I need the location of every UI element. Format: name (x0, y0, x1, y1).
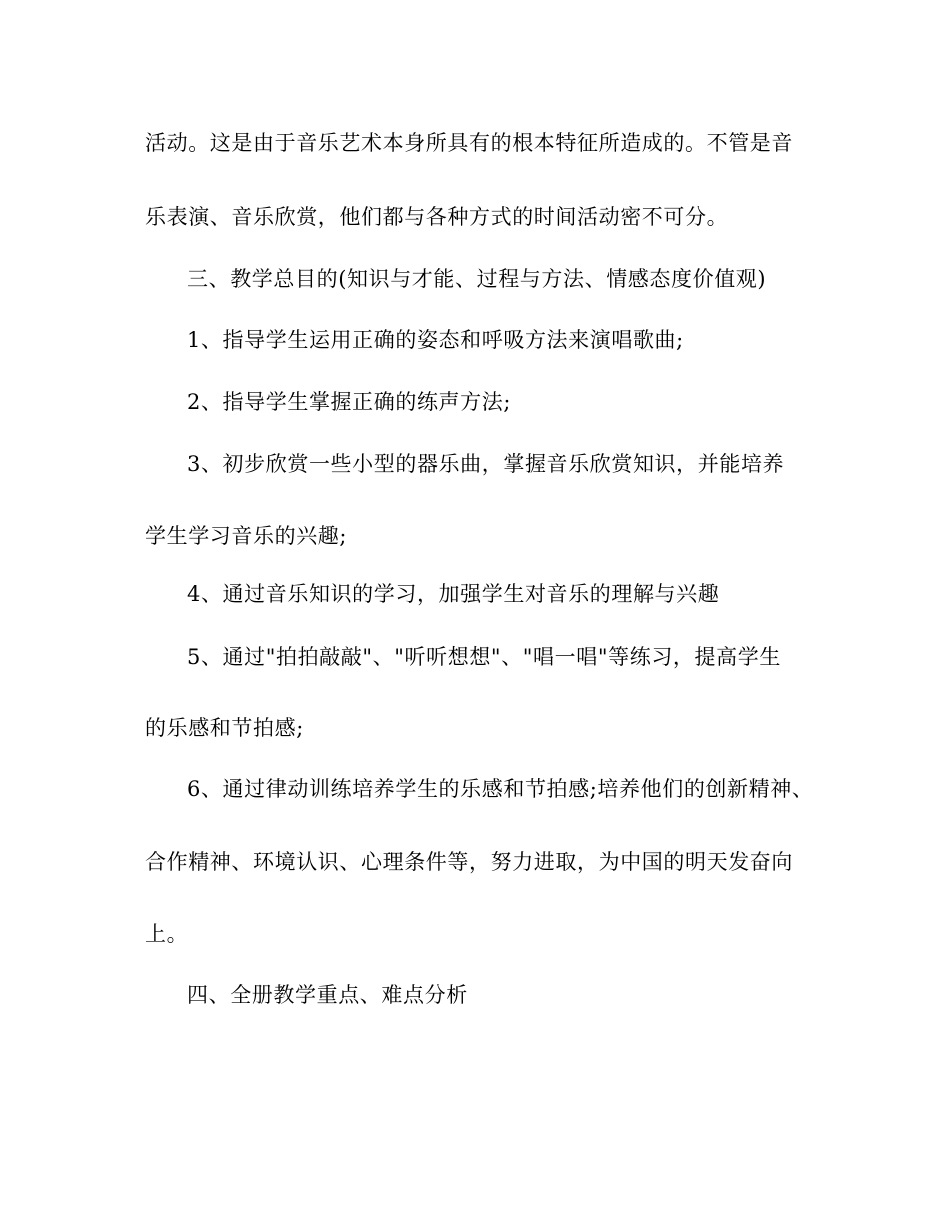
paragraph-line-1: 活动。这是由于音乐艺术本身所具有的根本特征所造成的。不管是音 (145, 131, 793, 155)
goal-item-4: 4、通过音乐知识的学习，加强学生对音乐的理解与兴趣 (187, 582, 720, 606)
goal-item-1: 1、指导学生运用正确的姿态和呼吸方法来演唱歌曲; (187, 328, 684, 352)
goal-item-3: 3、初步欣赏一些小型的器乐曲，掌握音乐欣赏知识，并能培养 (187, 452, 785, 476)
goal-item-6-continued: 合作精神、环境认识、心理条件等，努力进取，为中国的明天发奋向 (145, 850, 793, 874)
section-heading-4: 四、全册教学重点、难点分析 (187, 983, 468, 1007)
goal-item-6: 6、通过律动训练培养学生的乐感和节拍感;培养他们的创新精神、 (187, 777, 814, 801)
paragraph-line-2: 乐表演、音乐欣赏，他们都与各种方式的时间活动密不可分。 (145, 205, 729, 229)
goal-item-2: 2、指导学生掌握正确的练声方法; (187, 390, 512, 414)
goal-item-3-continued: 学生学习音乐的兴趣; (145, 524, 348, 548)
section-heading-3: 三、教学总目的(知识与才能、过程与方法、情感态度价值观) (187, 267, 767, 291)
goal-item-5-continued: 的乐感和节拍感; (145, 716, 304, 740)
goal-item-6-end: 上。 (145, 922, 189, 946)
goal-item-5: 5、通过"拍拍敲敲"、"听听想想"、"唱一唱"等练习，提高学生 (187, 645, 781, 669)
